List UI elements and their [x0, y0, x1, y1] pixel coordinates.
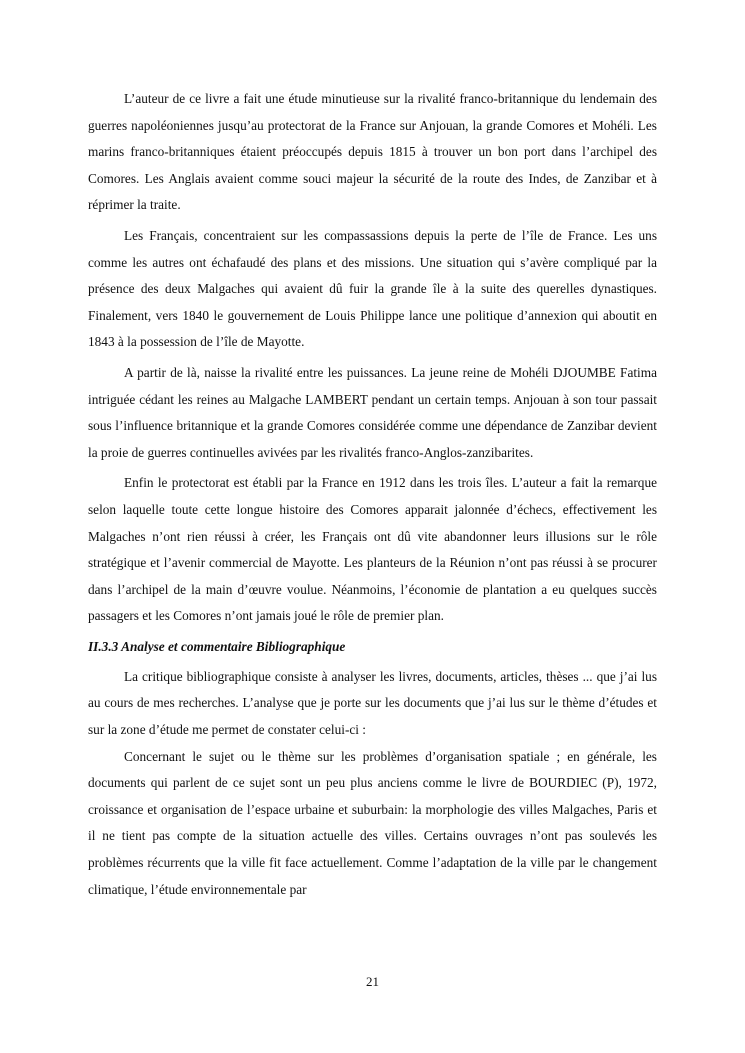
- page-number: 21: [366, 974, 379, 989]
- paragraph-1: L’auteur de ce livre a fait une étude minutieuse sur la rivalité franco-britannique du lendemain des guerres napoléoniennes jusqu’au protectorat de la France sur Anjouan, la grande Comores et Mohéli. Les marins franco-britanniques étaient préoccupés depuis 1815 à trouver un bon port dans l’archipel des Comores. Les Anglais avaient comme souci majeur la sécurité de la route des Indes, de Zanzibar et à réprimer la traite.: [88, 91, 657, 213]
- section-paragraph-2: Concernant le sujet ou le thème sur les problèmes d’organisation spatiale ; en générale, les documents qui parlent de ce sujet sont un peu plus anciens comme le livre de BOURDIEC (P), 1972, croissance et organisation de l’espace urbaine et suburbain: la morphologie des villes Malgaches, Paris et il ne tient pas compte de la situation actuelle des villes. Certains ouvrages n’ont pas soulevés les problèmes récurrents que la ville fit face actuellement. Comme l’adaptation de la ville par le changement climatique, l’étude environnementale par: [88, 748, 657, 897]
- section-paragraph-1: La critique bibliographique consiste à analyser les livres, documents, articles, thèses ... que j’ai lus au cours de mes recherches. L’analyse que je porte sur les documents que j’ai lus sur le thème d’études et sur la zone d’étude me permet de constater celui-ci :: [88, 668, 657, 738]
- paragraph-3: A partir de là, naisse la rivalité entre les puissances. La jeune reine de Mohéli DJOUMBE Fatima intriguée cédant les reines au Malgache LAMBERT pendant un certain temps. Anjouan à son tour passait sous l’influence britannique et la grande Comores considérée comme une dépendance de Zanzibar devient la proie de guerres continuelles avivées par les rivalités franco-Anglos-zanzibarites.: [88, 364, 657, 460]
- paragraph-2: Les Français, concentraient sur les compassassions depuis la perte de l’île de France. Les uns comme les autres ont échafaudé des plans et des missions. Une situation qui s’avère compliqué par la présence des deux Malgaches qui avaient dû fuir la grande île à la suite des querelles dynastiques. Finalement, vers 1840 le gouvernement de Louis Philippe lance une politique d’annexion qui aboutit en 1843 à la possession de l’île de Mayotte.: [88, 227, 657, 350]
- document-body: [88, 86, 657, 907]
- paragraph-4: Enfin le protectorat est établi par la France en 1912 dans les trois îles. L’auteur a fait la remarque selon laquelle toute cette longue histoire des Comores apparait jalonnée d’échecs, effectivement les Malgaches n’ont rien réussi à créer, les Français ont dû vite abandonner leurs illusions sur le rôle stratégique et l’avenir commercial de Mayotte. Les planteurs de la Réunion n’ont pas réussi à se procurer dans l’archipel de la main d’œuvre voulue. Néanmoins, l’économie de plantation a eu quelques succès passagers et les Comores n’ont jamais joué le rôle de premier plan.: [88, 475, 657, 624]
- section-heading: II.3.3 Analyse et commentaire Bibliographique: [88, 638, 346, 654]
